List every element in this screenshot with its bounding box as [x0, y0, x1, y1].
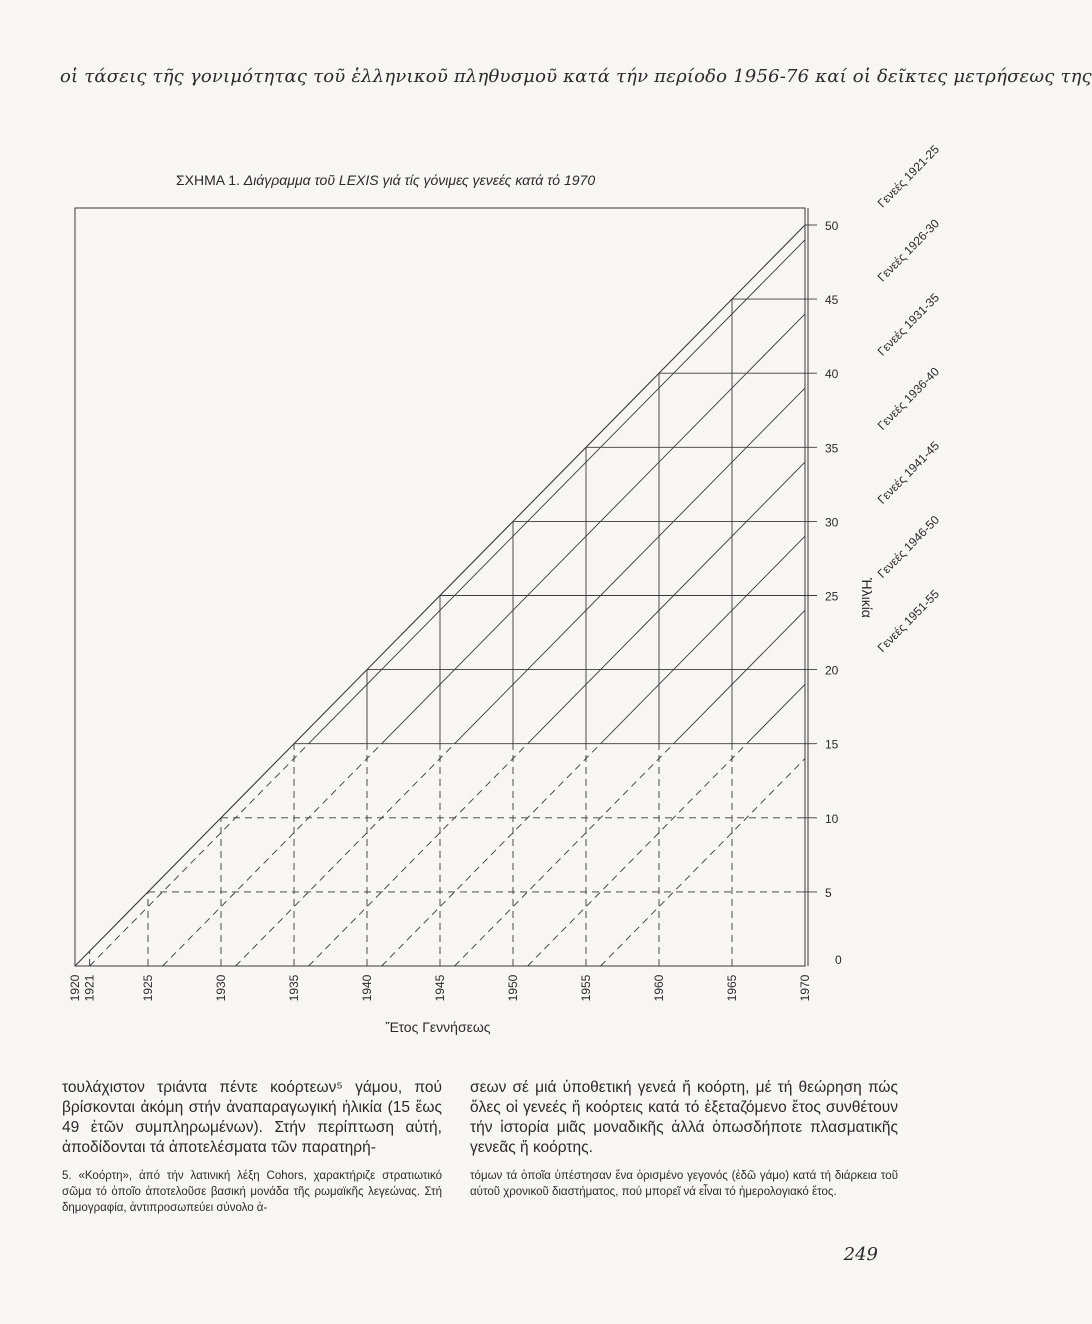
- cohort-line: [601, 759, 805, 966]
- body-text-right: σεων σέ μιά ὑποθετική γενεά ἤ κοόρτη, μέ τή θεώρηση πώς ὅλες οἱ γενεές ἤ κοόρτεις κατά τό ἐξεταζόμενο ἔτος συνθέτουν τήν ἱστορία μιᾶς μοναδικῆς ἀλλά ὁπωσδήποτε πλασματικῆς γενεᾶς ἤ κοόρτης.: [470, 1079, 898, 1156]
- x-tick-label: 1945: [433, 974, 447, 1002]
- x-tick-label: 1930: [214, 974, 228, 1002]
- cohort-line: [309, 240, 805, 744]
- y-tick-label: 15: [825, 737, 839, 752]
- running-head: οἱ τάσεις τῆς γονιμότητας τοῦ ἑλληνικοῦ πληθυσμοῦ κατά τήν περίοδο 1956-76 καί οἱ δεῖκτες μετρήσεως της: [60, 66, 1092, 87]
- cohort-line: [382, 314, 805, 744]
- y-tick-label: 0: [835, 953, 842, 967]
- cohort-label: Γενεές 1941-45: [874, 438, 943, 507]
- y-tick-label: 20: [825, 663, 839, 678]
- cohort-line: [163, 744, 382, 966]
- x-tick-label: 1960: [652, 974, 666, 1002]
- page-number: 249: [843, 1244, 878, 1265]
- cohort-label: Γενεές 1931-35: [874, 290, 943, 359]
- x-tick-label: 1950: [506, 974, 520, 1002]
- x-tick-label: 1955: [579, 974, 593, 1002]
- cohort-line: [90, 744, 309, 966]
- cohort-line: [309, 744, 528, 966]
- y-tick-label: 40: [825, 367, 839, 382]
- cohort-line: [75, 744, 294, 966]
- cohort-label: Γενεές 1951-55: [874, 586, 943, 655]
- cohort-line: [382, 744, 601, 966]
- x-tick-label: 1920: [68, 974, 82, 1002]
- cohort-line: [455, 388, 805, 744]
- cohort-line: [528, 462, 805, 744]
- y-tick-label: 45: [825, 293, 839, 308]
- cohort-line: [674, 610, 805, 743]
- cohort-line: [601, 536, 805, 743]
- body-text-left: τουλάχιστον τριάντα πέντε κοόρτεων⁵ γάμου, πού βρίσκονται ἀκόμη στήν ἀναπαραγωγική ἡλικία (15 ἕως 49 ἐτῶν συμπληρωμένων). Στήν περίπτωση αὐτή, ἀποδίδονται τά ἀποτελέσματα τῶν παρατηρή-: [62, 1079, 442, 1156]
- y-tick-label: 25: [825, 589, 839, 604]
- x-tick-label: 1925: [141, 974, 155, 1002]
- x-tick-label: 1940: [360, 974, 374, 1002]
- x-tick-label: 1921: [82, 974, 97, 1002]
- cohort-label: Γενεές 1936-40: [874, 364, 943, 433]
- footnote-right: τόμων τά ὁποῖα ὑπέστησαν ἕνα ὁρισμένο γεγονός (ἐδῶ γάμο) κατά τή διάρκεια τοῦ αὐτοῦ χρονικοῦ διαστήματος, πού μπορεῖ νά εἶναι τό ἡμερολογιακό ἔτος.: [470, 1170, 898, 1198]
- cohort-label: Γενεές 1946-50: [874, 512, 943, 581]
- x-axis-title: Ἔτος Γεννήσεως: [385, 1019, 491, 1035]
- cohort-line: [294, 225, 805, 744]
- y-tick-label: 5: [825, 885, 832, 900]
- y-axis-title: Ἡλικία: [859, 578, 875, 618]
- y-tick-label: 30: [825, 515, 839, 530]
- y-tick-label: 35: [825, 441, 839, 456]
- cohort-line: [528, 744, 747, 966]
- cohort-line: [747, 684, 805, 743]
- x-tick-label: 1935: [287, 974, 301, 1002]
- figure-caption-text: Διάγραμμα τοῦ LEXIS γιά τίς γόνιμες γενεές κατά τό 1970: [243, 172, 596, 188]
- cohort-line: [455, 744, 674, 966]
- cohort-label: Γενεές 1921-25: [874, 142, 943, 211]
- cohort-line: [236, 744, 455, 966]
- figure-label: ΣΧΗΜΑ 1.: [176, 172, 240, 188]
- footnote-left: 5. «Κοόρτη», ἀπό τήν λατινική λέξη Cohors, χαρακτήριζε στρατιωτικό σῶμα τό ὁποῖο ἀποτελοῦσε βασική μονάδα τῆς ρωμαϊκῆς λεγεώνας. Στή δημογραφία, ἀντιπροσωπεύει σύνολο ἀ-: [62, 1170, 442, 1214]
- cohort-label: Γενεές 1926-30: [874, 216, 943, 285]
- x-tick-label: 1970: [798, 974, 812, 1002]
- x-tick-label: 1965: [725, 974, 739, 1002]
- y-tick-label: 10: [825, 811, 839, 826]
- y-tick-label: 50: [825, 219, 839, 233]
